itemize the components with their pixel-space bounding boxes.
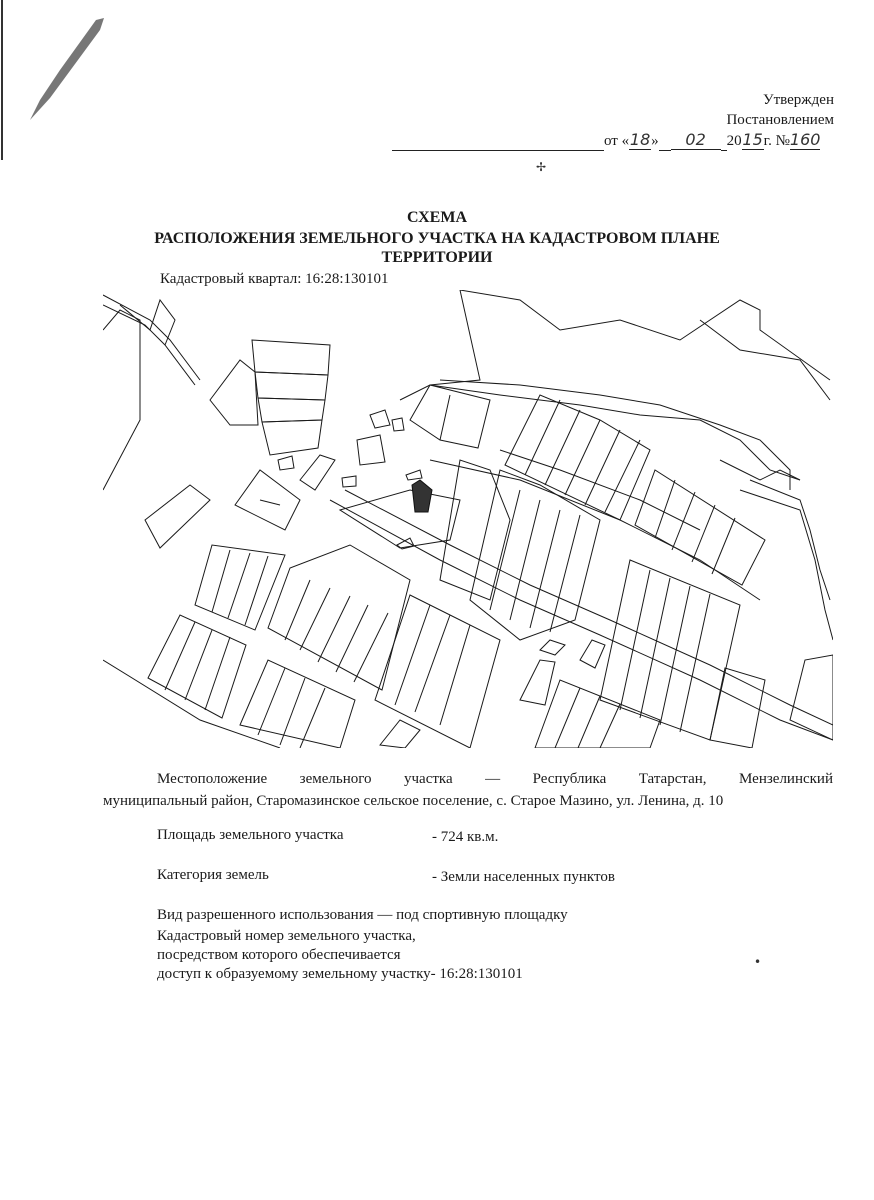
area-value: - 724 кв.м. — [432, 829, 499, 845]
resolution-label: Постановлением — [726, 112, 834, 128]
date-prefix: от « — [604, 133, 630, 149]
approved-label: Утвержден — [762, 92, 834, 108]
date-month: 02 — [671, 130, 721, 150]
year-prefix: 20 — [726, 133, 742, 149]
road — [103, 295, 200, 380]
resolution-date-line — [392, 130, 820, 151]
area-label: Площадь земельного участка — [157, 827, 344, 843]
target-parcel — [412, 480, 432, 512]
access-line-1: Кадастровый номер земельного участка, — [157, 928, 416, 944]
cadastral-map — [103, 290, 833, 748]
location-block — [103, 768, 833, 812]
doc-subtitle-cont: ТЕРРИТОРИИ — [381, 249, 493, 266]
permitted-use: Вид разрешенного использования — под спортивную площадку — [157, 907, 568, 923]
resolution-number: 160 — [789, 130, 821, 149]
doc-subtitle: РАСПОЛОЖЕНИЯ ЗЕМЕЛЬНОГО УЧАСТКА НА КАДАСТРОВОМ ПЛАНЕ — [154, 230, 720, 247]
access-line-2: посредством которого обеспечивается — [157, 947, 401, 963]
date-day: 18 — [629, 130, 651, 149]
category-value: - Земли населенных пунктов — [432, 869, 615, 885]
number-prefix: г. № — [763, 133, 790, 149]
signature-blank — [392, 133, 604, 151]
access-line-3: доступ к образуемому земельному участку- 16:28:130101 — [157, 966, 523, 982]
category-label: Категория земель — [157, 867, 269, 883]
scan-dot: • — [754, 955, 762, 969]
date-mid: » — [651, 133, 659, 149]
scan-artifact — [0, 0, 120, 170]
location-line-1: Местоположение земельного участка — Республика Татарстан, Мензелинский — [157, 771, 833, 787]
year-suffix: 15 — [742, 130, 763, 149]
scan-speck: ✢ — [536, 160, 547, 174]
location-line-2: муниципальный район, Старомазинское сельское поселение, с. Старое Мазино, ул. Ленина, д. 10 — [103, 793, 724, 809]
doc-title: СХЕМА — [406, 209, 468, 226]
cadastral-quarter: Кадастровый квартал: 16:28:130101 — [160, 271, 389, 287]
approval-block — [726, 90, 834, 130]
